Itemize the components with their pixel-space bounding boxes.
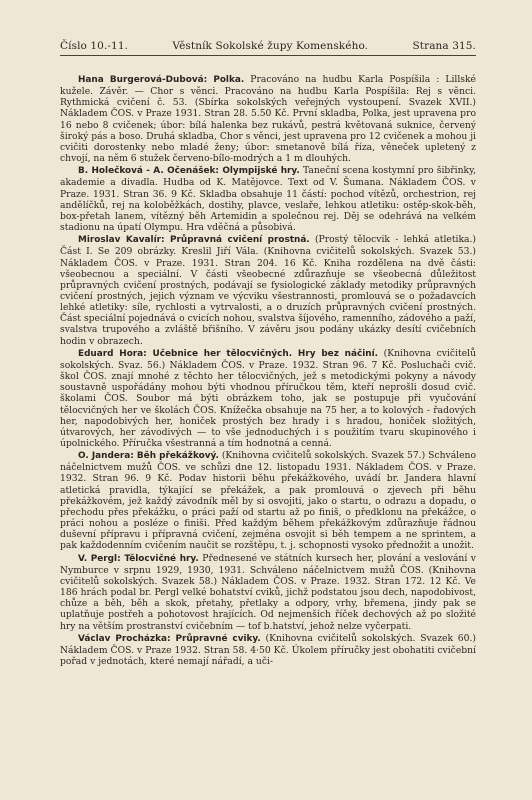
review-heading: Hana Burgerová-Dubová: Polka. — [78, 75, 245, 85]
review-entry — [60, 234, 476, 347]
review-entry — [60, 348, 476, 449]
page-number: Strana 315. — [412, 40, 476, 52]
page-header — [60, 40, 476, 56]
review-text: (Knihovna cvičitelů sokolských. Svazek 57.) Schváleno náčelnictvem mužů ČOS. ve schůzi dne 12. listopadu 1931. Nákladem ČOS. v Praze. 1932. Stran 96. 9 Kč. Podav historii běhu překážkového, uvádí br. Jandera hlavní atletická pravidla, týkající se překážek, a pak promlouvá o zjevech při běhu překážkovém, jež každý závodník měl by si osvojiti, jako o startu, o odrazu a dopadu, o přechodu přes překážku, o práci paží od startu až po finiš, o předklonu na překážce, o práci nohou a posléze o finiši. Před každým během překážkovým zdůrazňuje řádnou duševní přípravu i přípravná cvičení, zejména osvojit si běh tempem a ne sprintem, a pak každodenním cvičením naučit se rozštěpu, t. j. schopnosti vysoko přednožit a unožit. — [60, 450, 476, 552]
review-text: (Prostý tělocvik - lehká atletika.) Část I. Se 209 obrázky. Kreslil Jiří Vála. (Knihovna cvičitelů sokolských. Svazek 53.) Nákladem ČOS. v Praze. 1931. Stran 204. 16 Kč. Kniha rozdělena na dvě části: všeobecnou a speciální. V části všeobecné zdůrazňuje se všeobecná důležitost průpravných cvičení prostných, podávají se fysiologické základy metodiky průpravných cvičení prostných, jejich význam ve výcviku všestrannosti, promlouvá se o požadavcích lehké atletiky: síle, rychlosti a vytrvalosti, a o druzích průpravných cvičení prostných. Část speciální pojednává o cvicích nohou, svalstva šíjového, ramenního, zádového a paží, svalstva trupového a zvláště břišního. V závěru jsou podány ukázky desítí cvičebních hodin v obrazech. — [60, 234, 476, 347]
review-text: (Knihovna cvičitelů sokolských. Svazek 60.) Nákladem ČOS. v Praze 1932. Stran 58. 4·50 Kč. Úkolem příručky jest obohatiti cvičební pořad v jednotách, které nemají nářadí, a uči- — [60, 632, 476, 667]
review-text: (Knihovna cvičitelů sokolských. Svaz. 56.) Nákladem ČOS. v Praze. 1932. Stran 96. 7 Kč. Posluchači cvič. škol ČOS. znají mnohé z těchto her tělocvičných, jež s metodickými pokyny a návody soustavně uspořádány mohou býti vhodnou příručkou těm, kteří neprošli dosud cvič. školami ČOS. Soubor má býti obrázkem toho, jak se postupuje při vyučování tělocvičných her ve školách ČOS. Knížečka obsahuje na 75 her, a to kolových - řadových her, napodobivých her, honiček prostých bez hrady i s hradou, honiček složitých, útvarových, her závodivých — to vše jednoduchých i s použitím tvaru skupinového i úpolnického. Příručka všestranná a tím hodnotná a cenná. — [60, 347, 476, 449]
review-text: Taneční scena kostymní pro šibřinky, akademie a divadla. Hudba od K. Matějovce. Text od V. Šumana. Nákladem ČOS. v Praze. 1931. Stran 36. 9 Kč. Skladba obsahuje 11 částí: pochod vítězů, orchestrion, rej andělíčků, rej na koloběžkách, dostihy, plavce, veslaře, lehkou atletiku: ostěp-skok-běh, box-přetah lanem, vítězný běh Artemidin a společnou rej. Děj se odehrává na velkém stadionu na úpatí Olympu. Hra vděčná a působivá. — [60, 165, 476, 234]
review-heading: V. Pergl: Tělocvičné hry. — [78, 553, 199, 564]
review-list — [60, 74, 476, 667]
review-heading: Miroslav Kavalír: Průpravná cvičení prostná. — [78, 235, 310, 246]
review-heading: O. Jandera: Běh překážkový. — [78, 451, 219, 462]
review-heading: Václav Procházka: Průpravné cviky. — [78, 633, 261, 644]
review-text: Přednesené ve státních kursech her, plování a veslování v Nymburce v srpnu 1929, 1930, 1931. Schváleno náčelnictvem mužů ČOS. (Knihovna cvičitelů sokolských. Svazek 58.) Nákladem ČOS. v Praze. 1932. Stran 172. 12 Kč. Ve 186 hrách podal br. Pergl velké bohatství cviků, jichž podstatou jsou dech, napodobivost, chůze a běh, běh a skok, přetahy, přetlaky a odpory, vrhy, břemena, jindy pak se uplatňuje postřeh a pohotovost hrajících. Od nejmenších říček dechových až po složité hry na větším prostranství cvičebním — tof b.hatství, jehož nelze vyčerpati. — [60, 552, 476, 632]
review-heading: B. Holečková - A. Očenášek: Olympijské hry. — [78, 166, 300, 177]
review-entry — [60, 74, 476, 164]
issue-number: Číslo 10.-11. — [60, 40, 129, 52]
review-entry — [60, 553, 476, 632]
journal-title: Věstník Sokolské župy Komenského. — [172, 40, 369, 52]
review-heading: Eduard Hora: Učebnice her tělocvičných. Hry bez náčiní. — [78, 348, 379, 359]
review-entry — [60, 165, 476, 233]
review-entry — [60, 633, 476, 667]
review-text: Pracováno na hudbu Karla Pospíšila : Lillské kužele. Závěr. — Chor s věnci. Pracováno na hudbu Karla Pospíšila: Rej s věnci. Rythmická cvičení č. 53. (Sbírka sokolských veřejných vystoupení. Svazek XVII.) Nákladem ČOS. v Praze 1931. Stran 28. 5.50 Kč. První skladba, Polka, jest upravena pro 16 nebo 8 cvičenek; úbor: bílá halenka bez rukávů, pestrá květovaná suknice, červený široký pás a boso. Druhá skladba, Chor s věnci, jest upravena pro 12 cvičenek a mohou ji cvičiti dorostenky nebo mladé ženy; úbor: smetanově bílá říza, věneček upletený z chvojí, na něm 6 stužek červeno-bílo-modrých a 1 m dlouhých. — [60, 74, 476, 165]
review-entry — [60, 450, 476, 551]
